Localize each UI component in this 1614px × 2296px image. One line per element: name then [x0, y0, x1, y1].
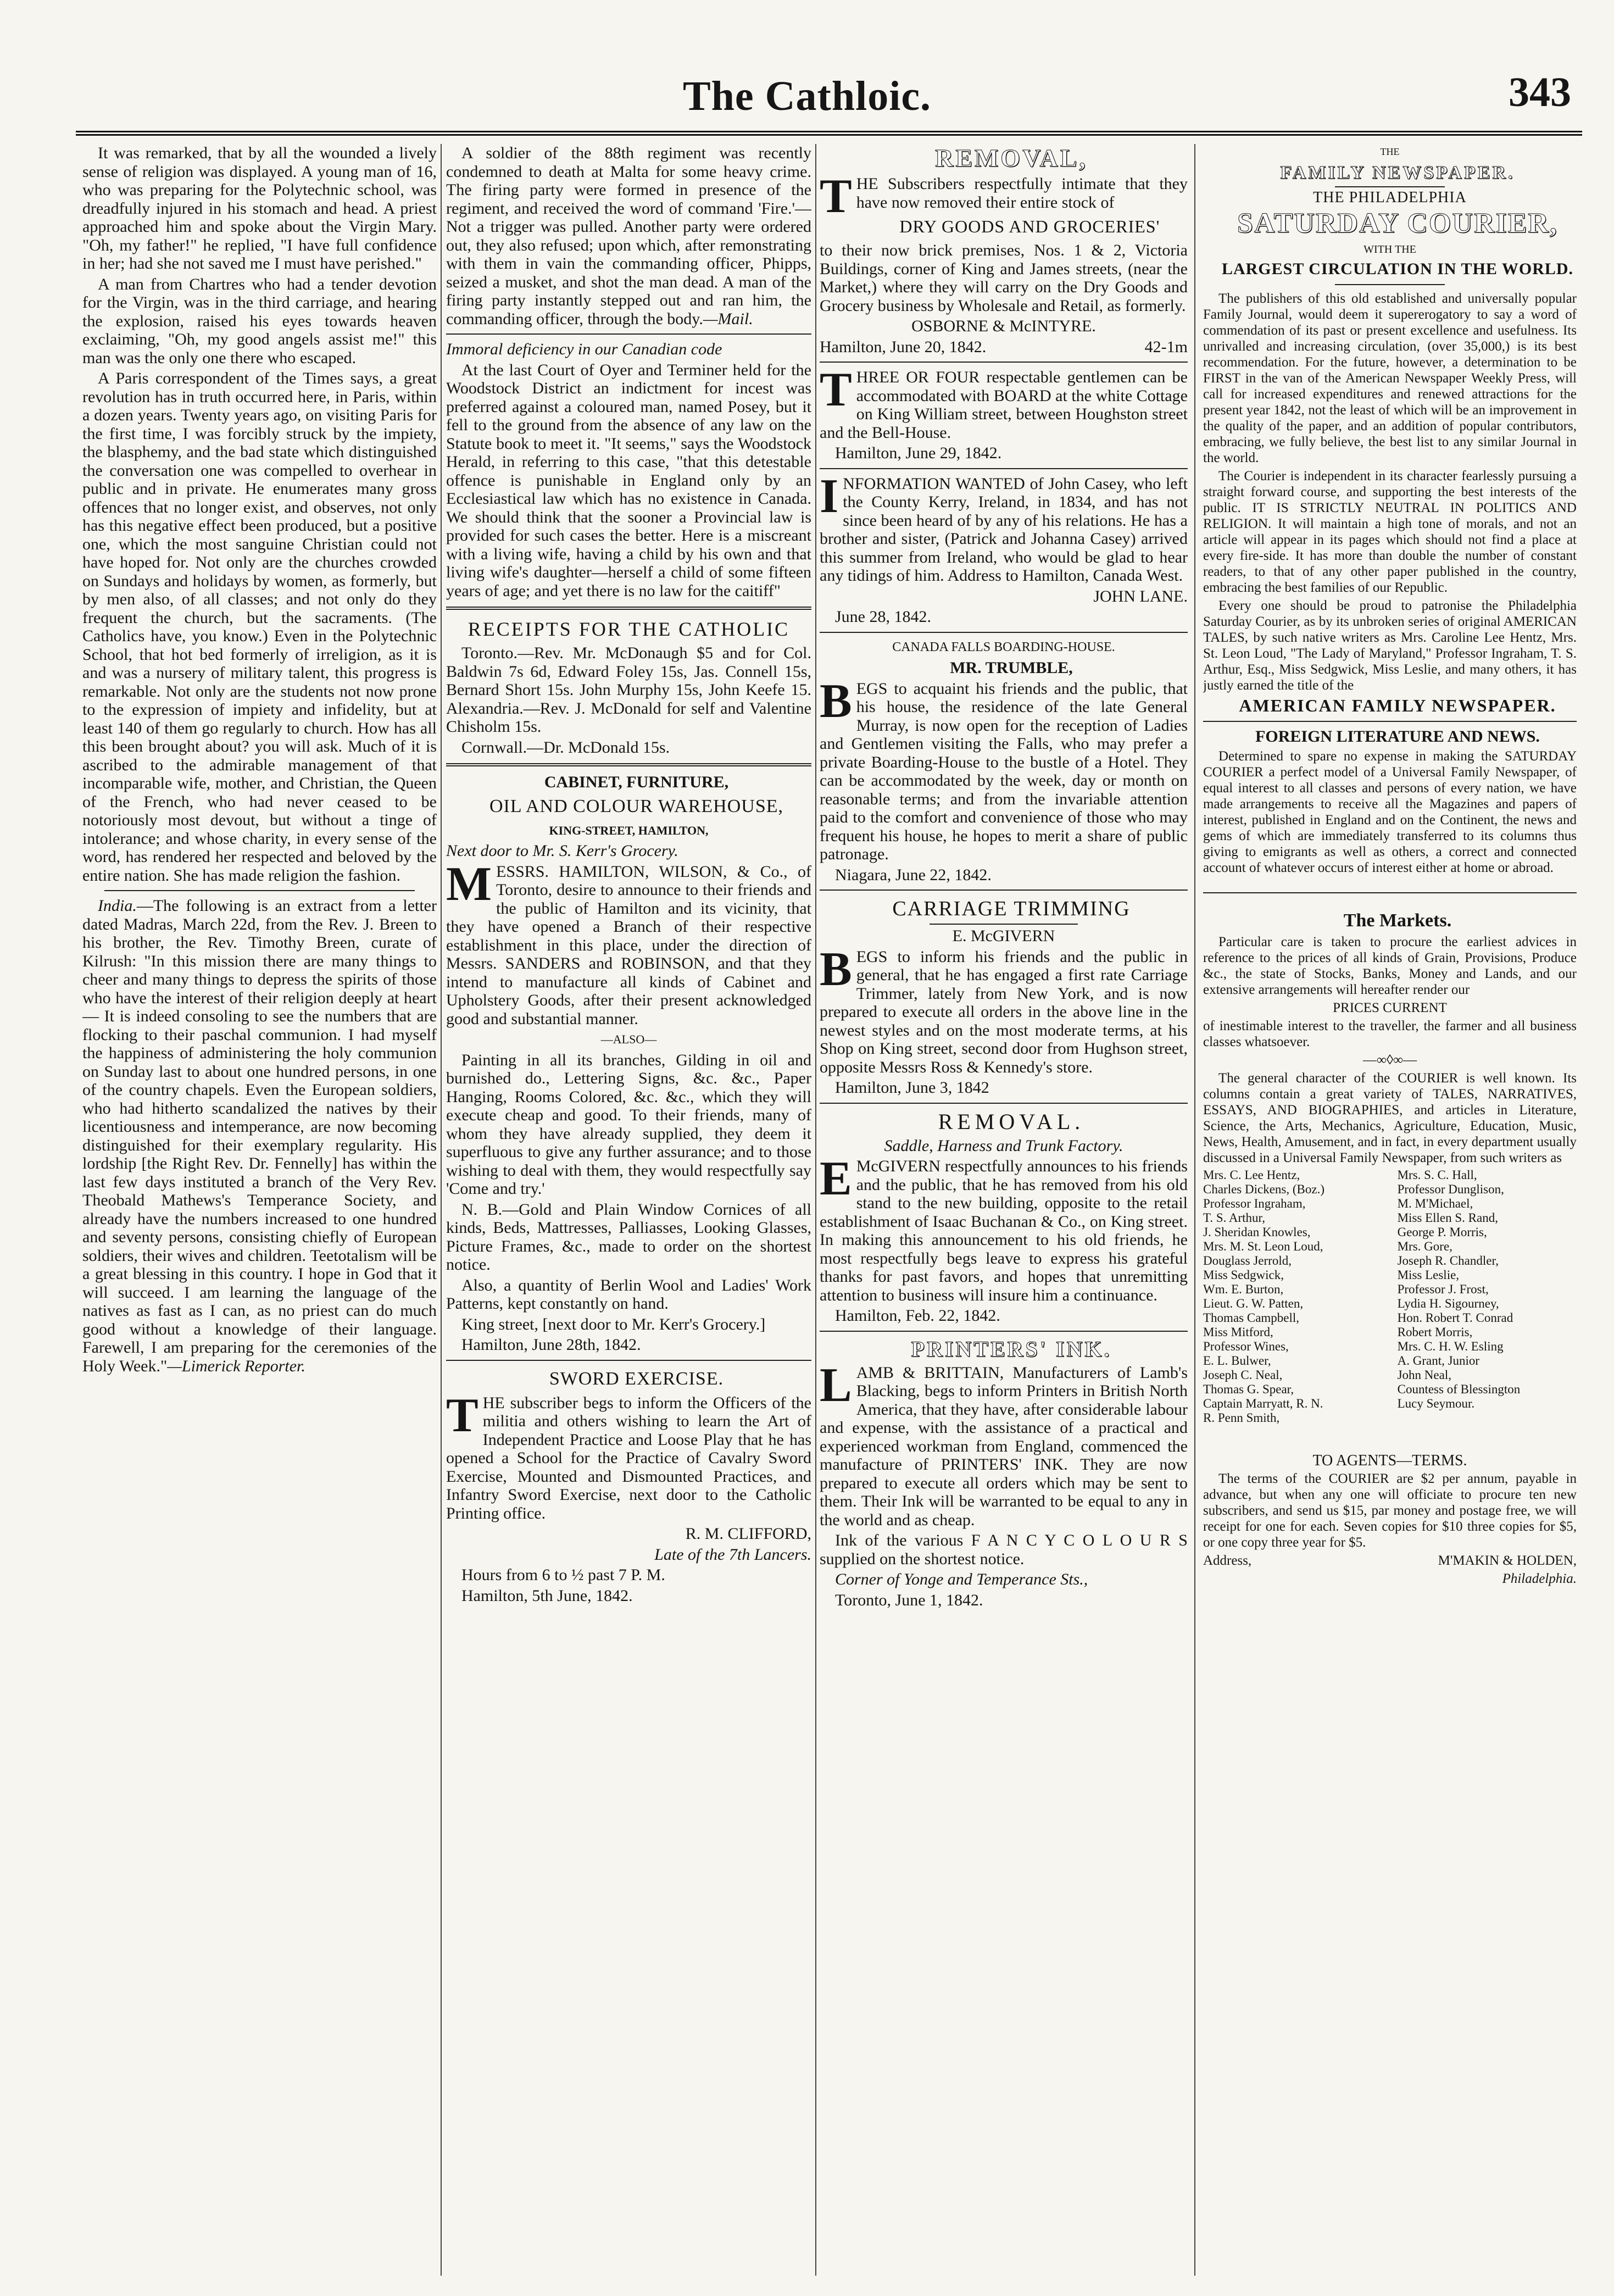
- column-divider: [441, 144, 442, 2276]
- column-4: [1203, 144, 1577, 2276]
- section-heading: TO AGENTS—TERMS.: [1312, 1452, 1467, 1469]
- drop-cap: B: [820, 942, 852, 996]
- ad-signature: R. M. CLIFFORD,: [685, 1525, 811, 1543]
- writer-name: George P. Morris,: [1397, 1225, 1487, 1239]
- ad-subtitle: [820, 1137, 1188, 1155]
- drop-cap: B: [820, 674, 852, 728]
- writer-name: Countess of Blessington: [1397, 1382, 1521, 1396]
- ad-text: McGIVERN respectfully announces to his friends and the public, that he has removed from his old stand to the new building, opposite to the retail establishment of Isaac Buchanan & Co., on King street. In making this announcement to his old friends, he most respectfully begs leave to express his grateful thanks for past favors, and hopes that unremitting attention to business will insure him a continuance.: [820, 1157, 1188, 1304]
- ad-address: [820, 1570, 1188, 1589]
- divider: [820, 632, 1188, 633]
- ad-subtitle: THE PHILADELPHIA: [1313, 189, 1467, 206]
- ad-title: SATURDAY COURIER,: [1237, 208, 1558, 239]
- writer-name: Thomas G. Spear,: [1203, 1382, 1294, 1396]
- writer-name: Douglass Jerrold,: [1203, 1254, 1292, 1267]
- ad-title: REMOVAL.: [938, 1109, 1085, 1134]
- writer-name: Miss Mitford,: [1203, 1325, 1273, 1339]
- ad-paragraph: The general character of the COURIER is well known. Its columns contain a great variety of TALES, NARRATIVES, ESSAYS, AND BIOGRAPHIES, and articles in Literature, Science, the Arts, Mechanics, Agriculture, Education, Music, News, Health, Amusement, and in fact, in every department usually discussed in a Universal Family Newspaper, from such writers as: [1203, 1071, 1577, 1165]
- ad-signature-row: [1203, 1553, 1577, 1569]
- writer-name: Hon. Robert T. Conrad: [1397, 1311, 1513, 1325]
- article-text: A soldier of the 88th regiment was recently condemned to death at Malta for some heavy crime. The firing party were formed in presence of the regiment, and received the word of command 'Fire.'— Not a trigger was pulled. Another party were ordered out, they also refused; upon which, after remonstrating with them in vain the commanding officer, Phipps, seized a musket, and shot the man dead. A man of the firing party instantly stepped out and ran him, the commanding officer, through the body.: [446, 144, 811, 328]
- divider: [1335, 284, 1445, 285]
- ad-signature: M'MAKIN & HOLDEN,: [1438, 1553, 1577, 1568]
- writer-name: Joseph C. Neal,: [1203, 1368, 1283, 1382]
- ad-text: ESSRS. HAMILTON, WILSON, & Co., of Toronto, desire to announce to their friends and the public of Hamilton and its vicinity, that they have opened a Branch of their respective establishment in this place, under the direction of Messrs. SANDERS and ROBINSON, and that they intend to manufacture all kinds of Cabinet and Upholstery Goods, after their present acknowledged good and substantial manner.: [446, 862, 811, 1028]
- ad-title: CABINET, FURNITURE,: [544, 773, 729, 791]
- receipts-title: RECEIPTS FOR THE CATHOLIC: [467, 618, 790, 640]
- writer-name: Captain Marryatt, R. N.: [1203, 1397, 1323, 1410]
- section-heading: The Markets.: [1343, 910, 1452, 931]
- ad-city-text: Philadelphia.: [1502, 1571, 1577, 1586]
- writer-name: [1398, 1411, 1577, 1425]
- ad-paragraph: [446, 857, 811, 1029]
- drop-cap: I: [820, 469, 839, 523]
- ad-goods: DRY GOODS AND GROCERIES': [899, 216, 1160, 236]
- writer-name: Professor Ingraham,: [1203, 1197, 1306, 1210]
- ad-paragraph: [820, 1358, 1188, 1530]
- divider: [446, 333, 811, 335]
- article-label: India.: [98, 897, 137, 915]
- ad-paragraph: [820, 1152, 1188, 1304]
- ad-paragraph: Painting in all its branches, Gilding in oil and burnished do., Lettering Signs, &c. &c., Paper Hanging, Rooms Colored, &c. &c., which they will execute cheap and good. To their friends, many of whom they have already supplied, they deem it superfluous to give any further assurance; and to those wishing to deal with them, they would respectfully say 'Come and try.': [446, 1050, 811, 1198]
- article-paragraph: A man from Chartres who had a tender devotion for the Virgin, was in the third carriage, and hearing the explosion, raised his eyes towards heaven exclaiming, "Oh, my good angels assist me!" this man was the only one there who escaped.: [82, 275, 437, 367]
- writer-name: Wm. E. Burton,: [1203, 1282, 1284, 1296]
- ad-date: Hamilton, June 29, 1842.: [835, 444, 1002, 462]
- ad-paragraph: Every one should be proud to patronise the Philadelphia Saturday Courier, as by its unbroken series of original AMERICAN TALES, by such native writers as Mrs. Caroline Lee Hentz, Mrs. St. Leon Loud, "The Lady of Maryland," Professor Ingraham, T. S. Arthur, Esq., Miss Sedgwick, Miss Leslie, and many others, it has justly earned the title of the: [1203, 598, 1577, 693]
- ad-subtitle: WITH THE: [1363, 243, 1416, 255]
- column-divider: [815, 144, 816, 2276]
- ad-paragraph: Determined to spare no expense in making the SATURDAY COURIER a perfect model of a Universal Family Newspaper, of equal interest to all classes and persons of every nation, we have made arrangements to receive all the Magazines and papers of interest, published in England and on the Continent, the news and gems of which are immediately transferred to its columns thus giving to emigrants as well as others, a correct and connected account of whatever occurs of interest either at home or abroad.: [1203, 749, 1577, 875]
- writer-name: J. Sheridan Knowles,: [1203, 1225, 1311, 1239]
- ad-paragraph: [820, 170, 1188, 223]
- newspaper-title: The Cathloic.: [682, 73, 932, 119]
- writer-name: Robert Morris,: [1397, 1325, 1473, 1339]
- ad-separator: —ALSO—: [600, 1032, 657, 1046]
- ad-title: FAMILY NEWSPAPER.: [1280, 163, 1515, 183]
- divider: [1203, 892, 1577, 893]
- ad-signature: JOHN LANE.: [1093, 587, 1188, 605]
- ad-paragraph: The publishers of this old established and universally popular Family Journal, would deem it supererogatory to say a word of commendation of its past or present excellence and usefulness. Its unrivalled and increasing circulation, (over 35,000,) is its best recommendation. For the future, however, a determination to be FIRST in the van of the American Newspaper Weekly Press, will call for increased expenditures and renewed attractions for the present year 1842, not the least of which will be an improvement in the quality of the paper, and an addition of popular contributors, embracing, we fully believe, the best list to any similar Journal in the world.: [1203, 291, 1577, 465]
- ad-date: Toronto, June 1, 1842.: [835, 1591, 983, 1609]
- ad-paragraph: [446, 1388, 811, 1523]
- ad-date: Hamilton, June 20, 1842.: [820, 337, 987, 356]
- divider: [446, 607, 811, 610]
- divider: [820, 362, 1188, 363]
- writers-list: [1203, 1168, 1577, 1425]
- writer-name: Lydia H. Sigourney,: [1397, 1297, 1499, 1310]
- ad-title: CANADA FALLS BOARDING-HOUSE.: [892, 640, 1115, 654]
- writer-name: Mrs. Gore,: [1397, 1239, 1452, 1253]
- writer-name: A. Grant, Junior: [1397, 1354, 1480, 1367]
- ad-paragraph: [820, 469, 1188, 585]
- article-paragraph: At the last Court of Oyer and Terminer held for the Woodstock District an indictment for incest was preferred against a coloured man, named Posey, but it fell to the ground from the absence of any law on the Statute book to meet it. "It seems," says the Woodstock Herald, in referring to this case, "that this detestable offence is punishable in England only by an Ecclesiastical law which has no existence in Canada. We should think that the sooner a Provincial law is provided for such cases the better. Here is a miscreant with a living wife, having a child by his own and that living wife's daughter—herself a child of some fifteen years of age; and yet there is no law for the caitiff": [446, 360, 811, 600]
- ad-signature-note-text: Late of the 7th Lancers.: [654, 1545, 811, 1564]
- ad-headline: AMERICAN FAMILY NEWSPAPER.: [1239, 696, 1556, 715]
- ad-subtitle-text: Saddle, Harness and Trunk Factory.: [884, 1136, 1123, 1155]
- writer-name: Mrs. S. C. Hall,: [1397, 1168, 1477, 1182]
- column-3: [820, 144, 1188, 2276]
- writer-name: R. Penn Smith,: [1203, 1411, 1280, 1425]
- article-paragraph: A Paris correspondent of the Times says, a great revolution has in truth occurred here, in Paris, within a dozen years. Twenty years ago, on visiting Paris for the first time, I was forcibly struck by the impiety, the blasphemy, and the bad state which distinguished the conversation one was compelled to overhear in public and in private. He enumerates many gross offences that no longer exist, and observes, not only has this negative effect been produced, but a positive one, which the most sanguine Christian could not have hoped for. Not only are the churches crowded on Sundays and holidays by women, as formerly, but by men also, of all classes; and not only do they frequent the church, but the sacraments. (The Catholics have, you know.) Even in the Polytechnic School, that hot bed formerly of irreligion, as it is and was a nursery of military talent, this progress is remarkable. Not only are the students not now prone to the expression of impiety and infidelity, but at least 140 of them go regularly to church. How has all this been brought about? you will ask. Much of it is ascribed to the admirable management of that incomparable wife, mother, and Christian, the Queen of the French, who had never ceased to be notoriously most devout, but without a tinge of intolerance; and whose charity, in every sense of the word, has rendered her respected and beloved by the entire nation. She has made religion the fashion.: [82, 369, 437, 885]
- drop-cap: T: [820, 170, 852, 223]
- column-divider: [1194, 144, 1195, 2276]
- spacer: [1203, 1425, 1577, 1453]
- writer-name: Professor Dunglison,: [1397, 1182, 1504, 1196]
- article-text: —The following is an extract from a letter dated Madras, March 22d, from the Rev. J. Breen to his brother, the Rev. Timothy Breen, curate of Kilrush: "In this mission there are many things to cheer and many things to depress the spirits of those who have the interest of their religion deeply at heart — It is indeed consoling to see the numbers that are flocking to their paschal communion. I had myself the happiness of administering the holy communion on Sunday last to about one hundred persons, in one of the country chapels. Even the European soldiers, who had hitherto scandalized the natives by their licentiousness and intemperance, are now becoming distinguished for their exemplary regularity. His lordship [the Right Rev. Dr. Fennelly] has within the last few days instituted a branch of the Very Rev. Theobald Mathews's Temperance Society, and already have the numbers increased to one hundred and seventy persons, consisting chiefly of European soldiers, their wives and children. Teetotalism will be a great blessing in this country. I hope in God that it will succeed. I am learning the language of the natives as fast as I can, as no priest can do much good without a knowledge of their language. Farewell, I am preparing for the ceremonies of the Holy Week.": [82, 897, 437, 1375]
- drop-cap: M: [446, 857, 492, 911]
- ad-date: Niagara, June 22, 1842.: [835, 865, 992, 884]
- ad-date: Hamilton, Feb. 22, 1842.: [835, 1307, 1000, 1325]
- ad-city: [1203, 1571, 1577, 1587]
- ad-paragraph: N. B.—Gold and Plain Window Cornices of all kinds, Beds, Mattresses, Palliasses, Looking Glasses, Picture Frames, &c., made to order on the shortest notice.: [446, 1200, 811, 1274]
- ad-paragraph: [820, 942, 1188, 1077]
- column-1: [82, 144, 437, 2276]
- ad-date: Hamilton, 5th June, 1842.: [461, 1586, 633, 1605]
- ad-code: 42-1m: [1144, 337, 1188, 356]
- divider: [446, 1360, 811, 1361]
- ad-date: Hamilton, June 28th, 1842.: [461, 1336, 641, 1354]
- ad-text: EGS to acquaint his friends and the public, that his house, the residence of the late General Murray, is now open for the reception of Ladies and Gentlemen visiting the Falls, who may prefer a private Boarding-House to the bustle of a Hotel. They can be accommodated by the week, day or month on reasonable terms; and from the invariable attention paid to the comfort and convenience of those who may frequent his house, he hopes to merit a share of public patronage.: [820, 679, 1188, 863]
- writer-name: T. S. Arthur,: [1203, 1211, 1266, 1225]
- writer-name: Miss Sedgwick,: [1203, 1268, 1284, 1282]
- article-paragraph: [82, 897, 437, 1375]
- divider: [1335, 186, 1445, 187]
- section-heading: FOREIGN LITERATURE AND NEWS.: [1255, 727, 1540, 746]
- ad-paragraph: to their now brick premises, Nos. 1 & 2, Victoria Buildings, corner of King and James streets, (near the Market,) where they will carry on the Dry Goods and Grocery business by Wholesale and Retail, as formerly.: [820, 241, 1188, 315]
- divider: [820, 1331, 1188, 1332]
- writer-name: Miss Leslie,: [1397, 1268, 1460, 1282]
- writer-name: Professor J. Frost,: [1397, 1282, 1489, 1296]
- ad-hours: Hours from 6 to ½ past 7 P. M.: [461, 1566, 665, 1584]
- divider: [820, 1103, 1188, 1104]
- writer-name: E. L. Bulwer,: [1203, 1354, 1271, 1367]
- ad-address-text: Corner of Yonge and Temperance Sts.,: [835, 1570, 1088, 1588]
- ad-text: HREE OR FOUR respectable gentlemen can be accommodated with BOARD at the white Cottage on King William street, between Houghston street and the Bell-House.: [820, 368, 1188, 442]
- article-source: —Mail.: [703, 309, 753, 328]
- writer-name: Lucy Seymour.: [1397, 1397, 1475, 1410]
- receipts-text: Cornwall.—Dr. McDonald 15s.: [461, 738, 670, 757]
- ad-title: OIL AND COLOUR WAREHOUSE,: [489, 796, 783, 816]
- ad-text: HE subscriber begs to inform the Officers of the militia and others wishing to learn the Art of Independent Practice and Loose Play that he has opened a School for the Practice of Cavalry Sword Exercise, Mounted and Dismounted Practices, and Infantry Sword Exercise, next door to the Catholic Printing office.: [446, 1393, 811, 1522]
- writer-name: Professor Wines,: [1203, 1339, 1289, 1353]
- writer-name: Charles Dickens, (Boz.): [1203, 1182, 1324, 1196]
- drop-cap: T: [446, 1388, 478, 1442]
- ad-paragraph: Particular care is taken to procure the earliest advices in reference to the prices of all kinds of Grain, Provisions, Produce &c., the state of Stocks, Banks, Money and Lands, and our extensive arrangements will hereafter render our: [1203, 935, 1577, 997]
- article-heading: [446, 340, 811, 359]
- writer-name: John Neal,: [1397, 1368, 1451, 1382]
- writer-name: M. M'Michael,: [1397, 1197, 1473, 1210]
- ad-paragraph: [820, 674, 1188, 864]
- ad-subtitle: MR. TRUMBLE,: [950, 659, 1073, 677]
- ad-subheading: PRICES CURRENT: [1333, 1000, 1447, 1015]
- article-paragraph: [446, 144, 811, 328]
- ad-paragraph: The Courier is independent in its character fearlessly pursuing a straight forward course, and supporting the best interests of the public. IT IS STRICTLY NEUTRAL IN POLITICS AND RELIGION. It will maintain a high tone of morals, and not an article will appear in its pages which should not find a place at every fire-side. It has more than double the number of constant readers, to that of any other paper published in the country, embracing the best families of our Republic.: [1203, 469, 1577, 595]
- divider: [820, 890, 1188, 891]
- receipts-text: Toronto.—Rev. Mr. McDonaugh $5 and for Col. Baldwin 7s 6d, Edward Foley 15s, Jas. Connell 15s, Bernard Short 15s. John Murphy 15s, John Keefe 15. Alexandria.—Rev. J. McDonald for self and Valentine Chisholm 15s.: [446, 644, 811, 736]
- column-2: [446, 144, 811, 2276]
- page-number: 343: [1509, 69, 1571, 115]
- ad-date: Hamilton, June 3, 1842: [835, 1078, 989, 1097]
- writer-name: Mrs. M. St. Leon Loud,: [1203, 1239, 1323, 1253]
- ad-subtitle-text: Next door to Mr. S. Kerr's Grocery.: [446, 842, 678, 860]
- ad-text: EGS to inform his friends and the public in general, that he has engaged a first rate Carriage Trimmer, lately from New York, and is now prepared to execute all orders in the above line in the newest styles and on the most moderate terms, at his Shop on King street, second door from Hughson street, opposite Messrs Ross & Kennedy's store.: [820, 947, 1188, 1076]
- ad-paragraph: King street, [next door to Mr. Kerr's Grocery.]: [461, 1315, 766, 1333]
- ad-signature: OSBORNE & McINTYRE.: [911, 317, 1096, 335]
- drop-cap: L: [820, 1358, 852, 1412]
- ad-date: June 28, 1842.: [835, 608, 931, 626]
- ad-paragraph: The terms of the COURIER are $2 per annum, payable in advance, but when any one will officiate to procure ten new subscribers, and send us $15, par money and postage free, we will receipt for one for each. Seven copies for $10 three copies for $5, or one copy three year for $5.: [1203, 1471, 1577, 1550]
- ad-title: PRINTERS' INK.: [911, 1336, 1112, 1361]
- drop-cap: T: [820, 363, 852, 416]
- ad-title: SWORD EXERCISE.: [549, 1368, 724, 1389]
- writer-name: Joseph R. Chandler,: [1397, 1254, 1499, 1267]
- writer-name: Mrs. C. Lee Hentz,: [1203, 1168, 1300, 1182]
- article-paragraph: It was remarked, that by all the wounded a lively sense of religion was displayed. A young man of 16, who was preparing for the Polytechnic school, was dreadfully injured in his stomach and head. A priest approached him and spoke about the Virgin Mary. "Oh, my father!" he replied, "I have full confidence in her; had she not saved me I must have perished.": [82, 144, 437, 273]
- divider: [820, 468, 1188, 469]
- article-heading-text: Immoral deficiency in our Canadian code: [446, 340, 722, 358]
- writers-left-column: [1203, 1168, 1390, 1425]
- ornament: —∞◊∞—: [1363, 1053, 1417, 1068]
- writer-name: Miss Ellen S. Rand,: [1397, 1211, 1498, 1225]
- ad-text: HE Subscribers respectfully intimate that they have now removed their entire stock of: [856, 175, 1188, 212]
- ad-headline: LARGEST CIRCULATION IN THE WORLD.: [1221, 260, 1574, 278]
- divider: [446, 763, 811, 766]
- ad-name: E. McGIVERN: [952, 927, 1055, 945]
- ad-pretitle: THE: [1380, 146, 1400, 157]
- divider: [104, 890, 415, 891]
- writer-name: Mrs. C. H. W. Esling: [1397, 1339, 1504, 1353]
- divider: [930, 924, 1078, 925]
- writer-name: Thomas Campbell,: [1203, 1311, 1300, 1325]
- ad-text: AMB & BRITTAIN, Manufacturers of Lamb's Blacking, begs to inform Printers in British North America, that they have, after considerable labour and expense, with the assistance of a practical and experienced workman from England, commenced the manufacture of PRINTERS' INK. They are now prepared to execute all orders which may be sent to them. Their Ink will be warranted to be equal to any in the world and as cheap.: [820, 1363, 1188, 1529]
- ad-paragraph: [820, 363, 1188, 442]
- ad-subtitle: [446, 842, 811, 860]
- top-rule: [76, 131, 1582, 136]
- article-source: —Limerick Reporter.: [167, 1357, 305, 1375]
- writers-right-column: [1398, 1168, 1577, 1425]
- ad-date-row: [820, 338, 1188, 357]
- ad-paragraph: Also, a quantity of Berlin Wool and Ladies' Work Patterns, kept constantly on hand.: [446, 1276, 811, 1313]
- ad-title: CARRIAGE TRIMMING: [892, 897, 1131, 920]
- writer-name: Lieut. G. W. Patten,: [1203, 1297, 1304, 1310]
- ad-paragraph: Ink of the various F A N C Y C O L O U R S supplied on the shortest notice.: [820, 1531, 1188, 1568]
- ad-text: NFORMATION WANTED of John Casey, who left the County Kerry, Ireland, in 1834, and has not since been heard of by any of his relations. He has a brother and sister, (Patrick and Johanna Casey) arrived this summer from Ireland, who would be glad to hear any tidings of him. Address to Hamilton, Canada West.: [820, 474, 1188, 585]
- divider: [1203, 721, 1577, 722]
- ad-street: KING-STREET, HAMILTON,: [549, 823, 709, 837]
- ad-paragraph: of inestimable interest to the traveller, the farmer and all business classes whatsoever.: [1203, 1019, 1577, 1049]
- drop-cap: E: [820, 1152, 852, 1205]
- ad-signature-note: [446, 1546, 811, 1564]
- ad-title: REMOVAL,: [935, 144, 1088, 172]
- ad-address-label: Address,: [1203, 1553, 1252, 1568]
